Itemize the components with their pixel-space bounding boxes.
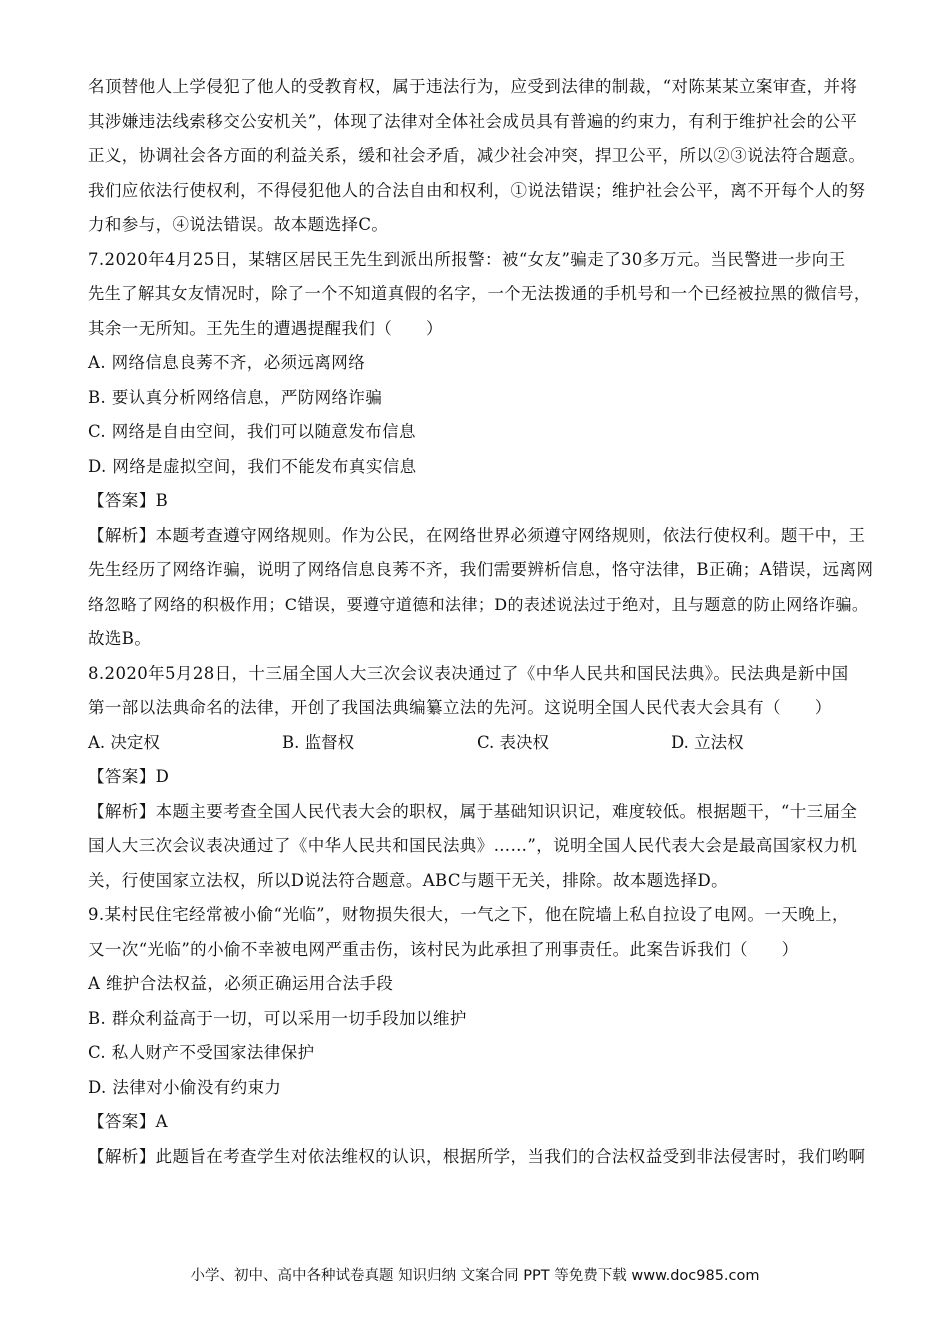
question-7-stem: 先生了解其女友情况时，除了一个不知道真假的名字，一个无法拨通的手机号和一个已经被拉黑的微信号， bbox=[88, 284, 871, 303]
question-9-option-a: A 维护合法权益，必须正确运用合法手段 bbox=[88, 974, 394, 993]
question-9-analysis: 【解析】此题旨在考查学生对依法维权的认识，根据所学，当我们的合法权益受到非法侵害时，我们哟啊 bbox=[88, 1147, 866, 1166]
question-8-option-d: D. 立法权 bbox=[671, 733, 744, 752]
question-8-option-c: C. 表决权 bbox=[477, 733, 550, 752]
question-7-option-d: D. 网络是虚拟空间，我们不能发布真实信息 bbox=[88, 457, 417, 476]
question-8-option-b: B. 监督权 bbox=[282, 733, 355, 752]
question-7-option-a: A. 网络信息良莠不齐，必须远离网络 bbox=[88, 353, 366, 372]
analysis-text-line: 其涉嫌违法线索移交公安机关”，体现了法律对全体社会成员具有普遍的约束力，有利于维护社会的公平 bbox=[88, 112, 858, 131]
question-9-stem: 9.某村民住宅经常被小偷“光临”，财物损失很大，一气之下，他在院墙上私自拉设了电网。一天晚上， bbox=[88, 905, 849, 924]
question-7-analysis: 络忽略了网络的积极作用；C错误，要遵守道德和法律；D的表述说法过于绝对，且与题意的防止网络诈骗。 bbox=[88, 595, 869, 614]
question-8-option-a: A. 决定权 bbox=[88, 733, 160, 752]
analysis-text-line: 正义，协调社会各方面的利益关系，缓和社会矛盾，减少社会冲突，捍卫公平，所以②③说法符合题意。 bbox=[88, 146, 866, 165]
question-8-analysis: 关，行使国家立法权，所以D说法符合题意。ABC与题干无关，排除。故本题选择D。 bbox=[88, 871, 729, 890]
question-8-options bbox=[88, 732, 878, 754]
question-7-analysis: 【解析】本题考查遵守网络规则。作为公民，在网络世界必须遵守网络规则，依法行使权利。题干中，王 bbox=[88, 526, 866, 545]
question-8-answer: 【答案】D bbox=[88, 767, 170, 786]
analysis-text-line: 名顶替他人上学侵犯了他人的受教育权，属于违法行为，应受到法律的制裁，“对陈某某立案审查，并将 bbox=[88, 77, 858, 96]
question-9-answer: 【答案】A bbox=[88, 1112, 168, 1131]
question-9-option-d: D. 法律对小偷没有约束力 bbox=[88, 1078, 282, 1097]
question-7-analysis: 故选B。 bbox=[88, 629, 152, 648]
analysis-text-line: 力和参与，④说法错误。故本题选择C。 bbox=[88, 215, 389, 234]
question-8-analysis: 国人大三次会议表决通过了《中华人民共和国民法典》……”，说明全国人民代表大会是最高国家权力机 bbox=[88, 836, 858, 855]
page-footer: 小学、初中、高中各种试卷真题 知识归纳 文案合同 PPT 等免费下载 www.doc985.com bbox=[190, 1268, 760, 1284]
question-7-option-b: B. 要认真分析网络信息，严防网络诈骗 bbox=[88, 388, 383, 407]
question-9-option-c: C. 私人财产不受国家法律保护 bbox=[88, 1043, 315, 1062]
question-7-answer: 【答案】B bbox=[88, 491, 169, 510]
question-8-analysis: 【解析】本题主要考查全国人民代表大会的职权，属于基础知识识记，难度较低。根据题干，“十三届全 bbox=[88, 802, 858, 821]
question-8-stem: 8.2020年5月28日，十三届全国人大三次会议表决通过了《中华人民共和国民法典》。民法典是新中国 bbox=[88, 664, 849, 683]
question-7-option-c: C. 网络是自由空间，我们可以随意发布信息 bbox=[88, 422, 416, 441]
question-7-stem: 7.2020年4月25日，某辖区居民王先生到派出所报警：被“女友”骗走了30多万元。当民警进一步向王 bbox=[88, 250, 846, 269]
question-7-analysis: 先生经历了网络诈骗，说明了网络信息良莠不齐，我们需要辨析信息，恪守法律，B正确；A错误，远离网 bbox=[88, 560, 874, 579]
question-7-stem: 其余一无所知。王先生的遭遇提醒我们（ ） bbox=[88, 319, 443, 338]
question-8-stem: 第一部以法典命名的法律，开创了我国法典编纂立法的先河。这说明全国人民代表大会具有（ ） bbox=[88, 698, 832, 717]
analysis-text-line: 我们应依法行使权利，不得侵犯他人的合法自由和权利，①说法错误；维护社会公平，离不开每个人的努 bbox=[88, 181, 866, 200]
question-9-option-b: B. 群众利益高于一切，可以采用一切手段加以维护 bbox=[88, 1009, 467, 1028]
question-9-stem: 又一次“光临”的小偷不幸被电网严重击伤，该村民为此承担了刑事责任。此案告诉我们（ ） bbox=[88, 940, 799, 959]
